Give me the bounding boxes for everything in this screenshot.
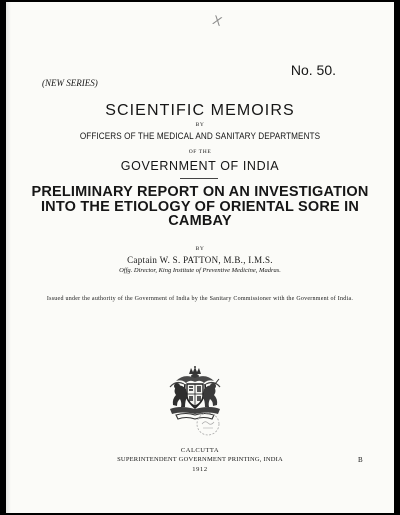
author-role: Offg. Director, King Institute of Preventive Medicine, Madras. bbox=[119, 267, 281, 274]
library-stamp-icon bbox=[194, 410, 222, 438]
divider-rule bbox=[180, 178, 218, 179]
imprint-city: CALCUTTA bbox=[180, 447, 220, 454]
handwritten-mark: X bbox=[210, 12, 224, 29]
imprint-printer: SUPERINTENDENT GOVERNMENT PRINTING, INDIA bbox=[117, 456, 283, 463]
government-line: GOVERNMENT OF INDIA bbox=[120, 159, 280, 173]
main-heading: SCIENTIFIC MEMOIRS bbox=[105, 102, 295, 119]
series-label: (NEW SERIES) bbox=[42, 78, 98, 88]
author-name: Captain W. S. PATTON, M.B., I.M.S. bbox=[127, 255, 273, 265]
by-label: BY bbox=[195, 122, 205, 128]
by-label-author: BY bbox=[195, 246, 205, 252]
departments-line: OFFICERS OF THE MEDICAL AND SANITARY DEPARTMENTS bbox=[79, 131, 321, 142]
title-page bbox=[6, 2, 394, 513]
memoir-number: No. 50. bbox=[290, 62, 336, 78]
signature-mark: B bbox=[358, 456, 363, 464]
of-the-label: OF THE bbox=[188, 149, 212, 155]
authority-note: Issued under the authority of the Government of India by the Sanitary Commissioner with the Government of India. bbox=[46, 296, 354, 302]
report-title: PRELIMINARY REPORT ON AN INVESTIGATION INTO THE ETIOLOGY OF ORIENTAL SORE IN CAMBAY bbox=[31, 184, 369, 229]
imprint-year: 1912 bbox=[192, 466, 208, 473]
